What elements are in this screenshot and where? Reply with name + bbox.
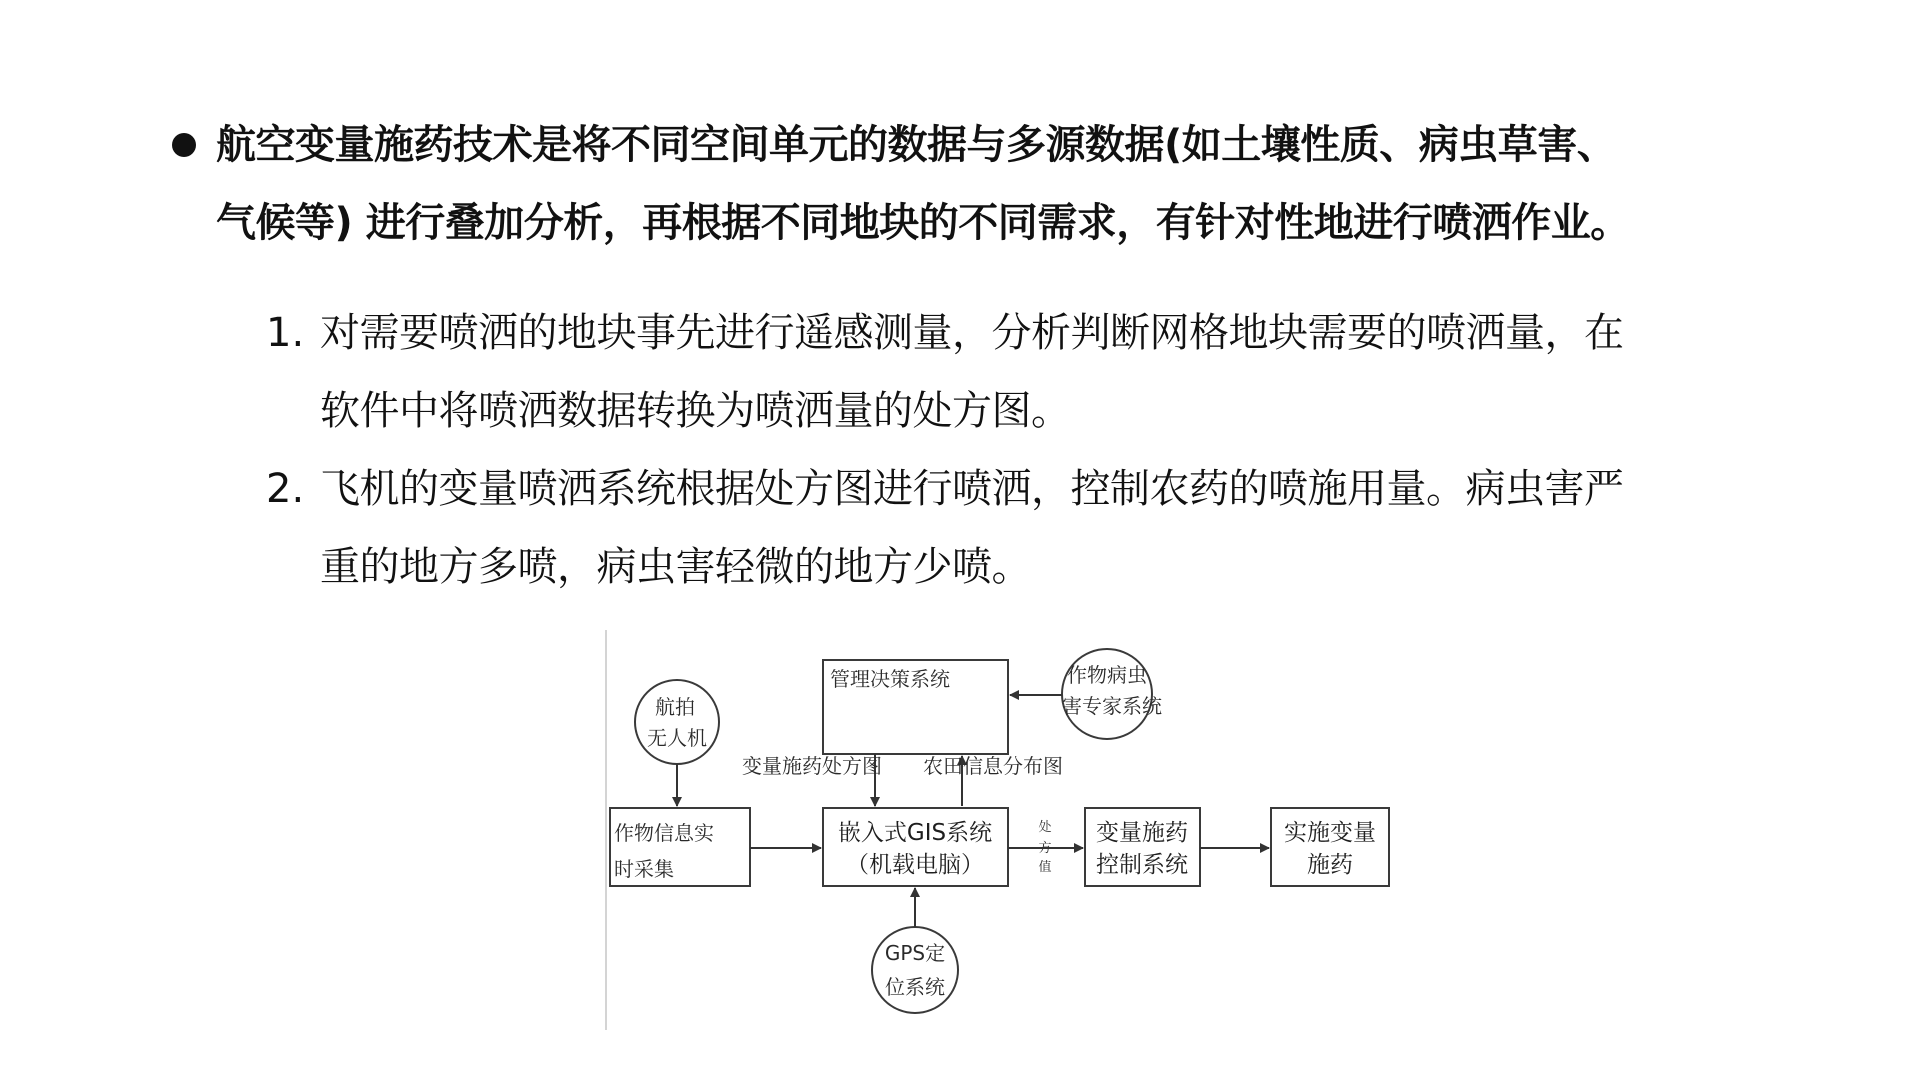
farmland-map-label: 农田信息分布图 xyxy=(923,754,1063,778)
step-2-line-2: 重的地方多喷，病虫害轻微的地方少喷。 xyxy=(320,544,1031,590)
step-1-line-1: 对需要喷洒的地块事先进行遥感测量，分析判断网格地块需要的喷洒量，在 xyxy=(320,310,1624,356)
prescription-value-label-2: 方 xyxy=(1038,841,1052,856)
system-flow-diagram xyxy=(605,630,1395,1030)
embedded-gis-label-1: 嵌入式GIS系统 xyxy=(837,820,993,846)
bullet-text-line-2: 气候等) 进行叠加分析，再根据不同地块的不同需求，有针对性地进行喷洒作业。 xyxy=(216,200,1630,246)
bullet-dot xyxy=(172,133,196,157)
step-1-line-2: 软件中将喷洒数据转换为喷洒量的处方图。 xyxy=(320,388,1071,434)
expert-system-label-2: 害专家系统 xyxy=(1062,694,1162,718)
embedded-gis-label-2: （机载电脑） xyxy=(846,852,984,878)
step-1-number: 1. xyxy=(266,310,305,356)
diagram-svg xyxy=(605,630,1395,1030)
variable-control-label-1: 变量施药 xyxy=(1096,820,1188,846)
gps-circle xyxy=(872,927,958,1013)
step-2-line-1: 飞机的变量喷洒系统根据处方图进行喷洒，控制农药的喷施用量。病虫害严 xyxy=(320,466,1624,512)
prescription-value-label-1: 处 xyxy=(1038,820,1052,835)
prescription-map-label: 变量施药处方图 xyxy=(742,754,882,778)
variable-control-label-2: 控制系统 xyxy=(1096,852,1188,878)
crop-info-collection-label-1: 作物信息实 xyxy=(614,821,714,845)
gps-label-2: 位系统 xyxy=(885,975,945,999)
expert-system-label-1: 作物病虫 xyxy=(1067,663,1147,687)
bullet-text-line-1: 航空变量施药技术是将不同空间单元的数据与多源数据(如土壤性质、病虫草害、 xyxy=(216,122,1617,168)
crop-info-collection-label-2: 时采集 xyxy=(614,857,674,881)
gps-label-1: GPS定 xyxy=(884,941,946,965)
implement-application-label-2: 施药 xyxy=(1307,852,1353,878)
uav-label-2: 无人机 xyxy=(647,726,707,750)
prescription-value-label-3: 值 xyxy=(1038,860,1052,875)
uav-label-1: 航拍 xyxy=(655,695,695,719)
implement-application-label-1: 实施变量 xyxy=(1284,820,1376,846)
management-decision-label: 管理决策系统 xyxy=(830,667,950,691)
step-2-number: 2. xyxy=(266,466,305,512)
uav-circle xyxy=(635,680,719,764)
